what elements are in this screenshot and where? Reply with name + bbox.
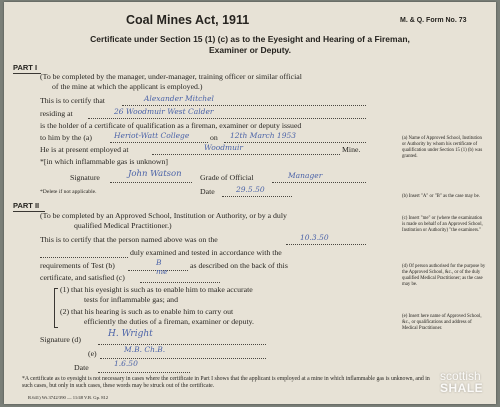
- watermark-line-1: scottish: [440, 369, 481, 383]
- exam-date-line: [286, 244, 366, 245]
- issued-on-label: on: [210, 133, 218, 142]
- examiner-signature: H. Wright: [108, 329, 153, 339]
- grade-value: Manager: [288, 171, 323, 180]
- satisfied-line: [140, 282, 220, 283]
- scottish-shale-watermark: [440, 370, 483, 394]
- satisfied-label: certificate, and satisfied (c): [40, 273, 125, 282]
- part-1-intro-2: of the mine at which the applicant is employed.): [52, 82, 203, 91]
- form-number: M. & Q. Form No. 73: [400, 17, 467, 24]
- holder-text: is the holder of a certificate of qualification as a fireman, examiner or deputy issued: [40, 121, 302, 130]
- employed-mine: Woodmuir: [204, 143, 243, 152]
- date-line-1: [222, 196, 292, 197]
- grade-label: Grade of Official: [200, 173, 254, 182]
- gas-clause: *[in which inflammable gas is unknown]: [40, 157, 168, 166]
- requirements-label: requirements of Test (b): [40, 261, 115, 270]
- test-letter: B: [156, 258, 162, 267]
- requirements-suffix: as described on the back of this: [190, 261, 288, 270]
- grade-line: [272, 182, 366, 183]
- mine-suffix: Mine.: [342, 145, 361, 154]
- part-1-underline: [13, 73, 41, 74]
- side-note-d: (d) Of person authorised for the purpose by the Approved School, &c., or of the duly qualified Medical Practitioner; as the case may be.: [402, 264, 486, 287]
- subtitle-line-1: Certificate under Section 15 (1) (c) as to the Eyesight and Hearing of a Fireman,: [90, 34, 410, 44]
- signature-label-2: Signature (d): [40, 335, 81, 344]
- signature-label-1: Signature: [70, 173, 100, 182]
- date-value-1: 29.5.50: [236, 185, 265, 194]
- residing-address: 26 Woodmuir West Calder: [114, 107, 214, 116]
- employed-line: [152, 154, 340, 155]
- watermark-line-2: SHALE: [440, 381, 484, 395]
- part-2-heading: PART II: [13, 201, 40, 210]
- part-2-intro-2: qualified Medical Practitioner.): [74, 221, 172, 230]
- residing-label: residing at: [40, 109, 73, 118]
- issued-by-line: [110, 142, 208, 143]
- part-1-heading: PART I: [13, 63, 38, 72]
- employed-label: He is at present employed at: [40, 145, 129, 154]
- act-title: Coal Mines Act, 1911: [126, 13, 250, 27]
- satisfied-value: me: [156, 267, 168, 276]
- part-1-intro-1: (To be completed by the manager, under-manager, training officer or similar official: [40, 72, 302, 81]
- side-note-e: (e) Insert here name of Approved School, &c., or qualifications and address of Medical Practitioner.: [402, 314, 482, 331]
- issued-label: to him by the (a): [40, 133, 92, 142]
- examined-text: This is to certify that the person named above was on the: [40, 235, 218, 244]
- exam-date: 10.3.50: [300, 233, 329, 242]
- duly-line: [40, 257, 128, 258]
- issuing-college: Heriot-Watt College: [114, 131, 190, 140]
- clauses-brace: [54, 288, 58, 328]
- manager-signature: John Watson: [128, 169, 182, 179]
- duly-text: duly examined and tested in accordance with the: [130, 248, 282, 257]
- residing-line: [88, 118, 366, 119]
- applicant-name: Alexander Mitchel: [144, 94, 214, 103]
- subtitle-line-2: Examiner or Deputy.: [208, 45, 292, 55]
- clause-2-line-1: (2) that his hearing is such as to enable him to carry out: [60, 307, 234, 316]
- part-2-intro-1: (To be completed by an Approved School, Institution or Authority, or by a duly: [40, 211, 287, 220]
- date-label-1: Date: [200, 187, 215, 196]
- e-label: (e): [88, 349, 97, 358]
- name-line: [122, 105, 366, 106]
- side-note-c: (c) Insert "me" or (where the examination is made on behalf of an Approved School, Institution or Authority) "the examiners.": [402, 216, 483, 233]
- date-label-2: Date: [74, 363, 89, 372]
- signature-line-1: [110, 182, 192, 183]
- side-note-b: (b) Insert "A" or "B" as the case may be.: [402, 194, 480, 199]
- date-line-2: [98, 372, 190, 373]
- date-value-2: 1.6.50: [114, 359, 138, 368]
- qualifications: M.B. Ch.B.: [124, 345, 166, 354]
- delete-note: *Delete if not applicable.: [40, 189, 97, 195]
- clause-2-line-2: efficiently the duties of a fireman, examiner or deputy.: [84, 317, 254, 326]
- certificate-sheet: [4, 2, 496, 404]
- side-note-a: (a) Name of Approved School, Institution or Authority by whom his certificate of qualification under Section 15 (1) (b) was granted.: [402, 136, 483, 159]
- clause-1-line-1: (1) that his eyesight is such as to enable him to make accurate: [60, 285, 253, 294]
- print-reference: R.641) Wt.3742/390 — 11/48 V.B. Gp. 812: [28, 395, 109, 400]
- issued-date-line: [224, 142, 366, 143]
- certify-label: This is to certify that: [40, 96, 105, 105]
- footer-note: *A certificate as to eyesight is not necessary in cases where the certificate in Part I shows that the applicant is employed at a mine in which inflammable gas is unknown, and in such cases, but only in such cases, these words may be struck out of the certificate.: [22, 376, 430, 390]
- clause-1-line-2: tests for inflammable gas; and: [84, 295, 178, 304]
- issued-date: 12th March 1953: [230, 131, 297, 140]
